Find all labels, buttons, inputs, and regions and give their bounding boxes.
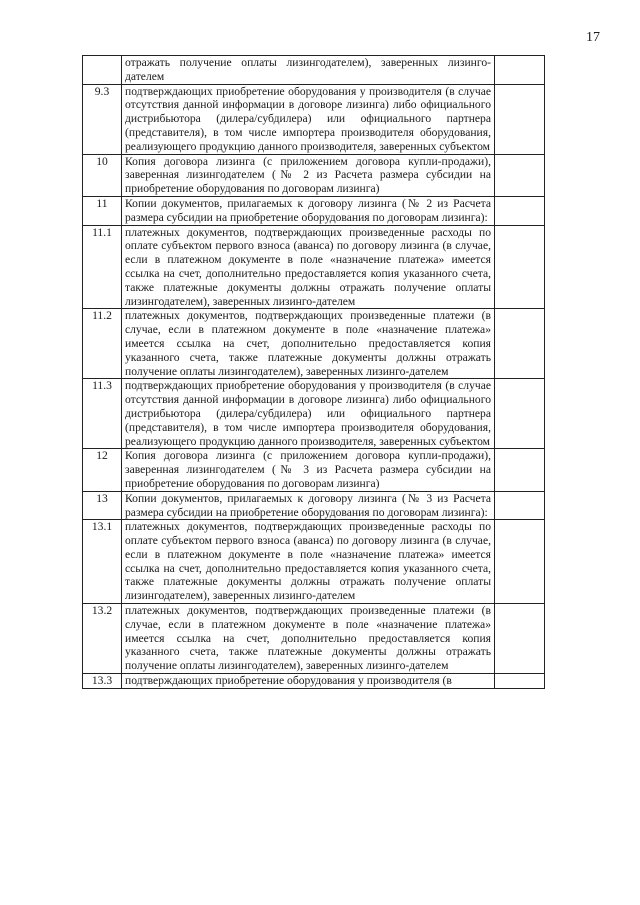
table-row <box>83 309 545 379</box>
row-text: платежных документов, подтверждающих произведенные платежи (в случае, если в платежном документе в поле «назначение платежа» имеется ссылка на счет, дополнительно предоставляется копия указанного счета, также платежные документы должны отражать получение оплаты лизингодателем), заверенных лизинго-дателем <box>122 604 495 674</box>
table-row <box>83 225 545 309</box>
row-text: Копия договора лизинга (с приложением договора купли-продажи), заверенная лизингодателем (№ 3 из Расчета размера субсидии на приобретение оборудования по договорам лизинга) <box>122 449 495 491</box>
row-extra-cell <box>495 154 545 196</box>
row-extra-cell <box>495 84 545 154</box>
row-number: 12 <box>83 449 122 491</box>
row-extra-cell <box>495 309 545 379</box>
row-extra-cell <box>495 491 545 520</box>
document-table <box>82 55 545 689</box>
row-text: Копии документов, прилагаемых к договору лизинга (№ 2 из Расчета размера субсидии на приобретение оборудования по договорам лизинга): <box>122 196 495 225</box>
row-extra-cell <box>495 225 545 309</box>
row-number: 11 <box>83 196 122 225</box>
table-row <box>83 674 545 689</box>
row-number: 13.3 <box>83 674 122 689</box>
row-extra-cell <box>495 196 545 225</box>
row-number: 9.3 <box>83 84 122 154</box>
row-number: 13.1 <box>83 520 122 604</box>
table-row <box>83 449 545 491</box>
row-text: отражать получение оплаты лизингодателем), заверенных лизинго-дателем <box>122 56 495 85</box>
row-text: платежных документов, подтверждающих произведенные расходы по оплате субъектом первого взноса (аванса) по договору лизинга (в случае, если в платежном документе в поле «назначение платежа» имеется ссылка на счет, дополнительно предоставляется копия указанного счета, также платежные документы должны отражать получение оплаты лизингодателем), заверенных лизинго-дателем <box>122 520 495 604</box>
row-number: 11.3 <box>83 379 122 449</box>
table-row <box>83 56 545 85</box>
row-number: 11.2 <box>83 309 122 379</box>
row-extra-cell <box>495 604 545 674</box>
table-row <box>83 520 545 604</box>
row-extra-cell <box>495 56 545 85</box>
row-text: платежных документов, подтверждающих произведенные платежи (в случае, если в платежном документе в поле «назначение платежа» имеется ссылка на счет, дополнительно предоставляется копия указанного счета, также платежные документы должны отражать получение оплаты лизингодателем), заверенных лизинго-дателем <box>122 309 495 379</box>
row-extra-cell <box>495 379 545 449</box>
row-number <box>83 56 122 85</box>
row-number: 13.2 <box>83 604 122 674</box>
table-row <box>83 196 545 225</box>
row-number: 13 <box>83 491 122 520</box>
row-extra-cell <box>495 674 545 689</box>
page-number: 17 <box>586 30 600 45</box>
row-text: Копии документов, прилагаемых к договору лизинга (№ 3 из Расчета размера субсидии на приобретение оборудования по договорам лизинга): <box>122 491 495 520</box>
row-extra-cell <box>495 520 545 604</box>
row-number: 11.1 <box>83 225 122 309</box>
table-row <box>83 491 545 520</box>
row-text: платежных документов, подтверждающих произведенные расходы по оплате субъектом первого взноса (аванса) по договору лизинга (в случае, если в платежном документе в поле «назначение платежа» имеется ссылка на счет, дополнительно предоставляется копия указанного счета, также платежные документы должны отражать получение оплаты лизингодателем), заверенных лизинго-дателем <box>122 225 495 309</box>
row-text: Копия договора лизинга (с приложением договора купли-продажи), заверенная лизингодателем (№ 2 из Расчета размера субсидии на приобретение оборудования по договорам лизинга) <box>122 154 495 196</box>
table-row <box>83 604 545 674</box>
row-number: 10 <box>83 154 122 196</box>
table-row <box>83 379 545 449</box>
row-extra-cell <box>495 449 545 491</box>
row-text: подтверждающих приобретение оборудования у производителя (в <box>122 674 495 689</box>
row-text: подтверждающих приобретение оборудования у производителя (в случае отсутствия данной информации в договоре лизинга) либо официального дистрибьютора (дилера/субдилера) или официального партнера (представителя), в том числе импортера производителя оборудования, реализующего продукцию данного производителя, заверенных субъектом <box>122 84 495 154</box>
row-text: подтверждающих приобретение оборудования у производителя (в случае отсутствия данной информации в договоре лизинга) либо официального дистрибьютора (дилера/субдилера) или официального партнера (представителя), в том числе импортера производителя оборудования, реализующего продукцию данного производителя, заверенных субъектом <box>122 379 495 449</box>
table-row <box>83 84 545 154</box>
table-row <box>83 154 545 196</box>
